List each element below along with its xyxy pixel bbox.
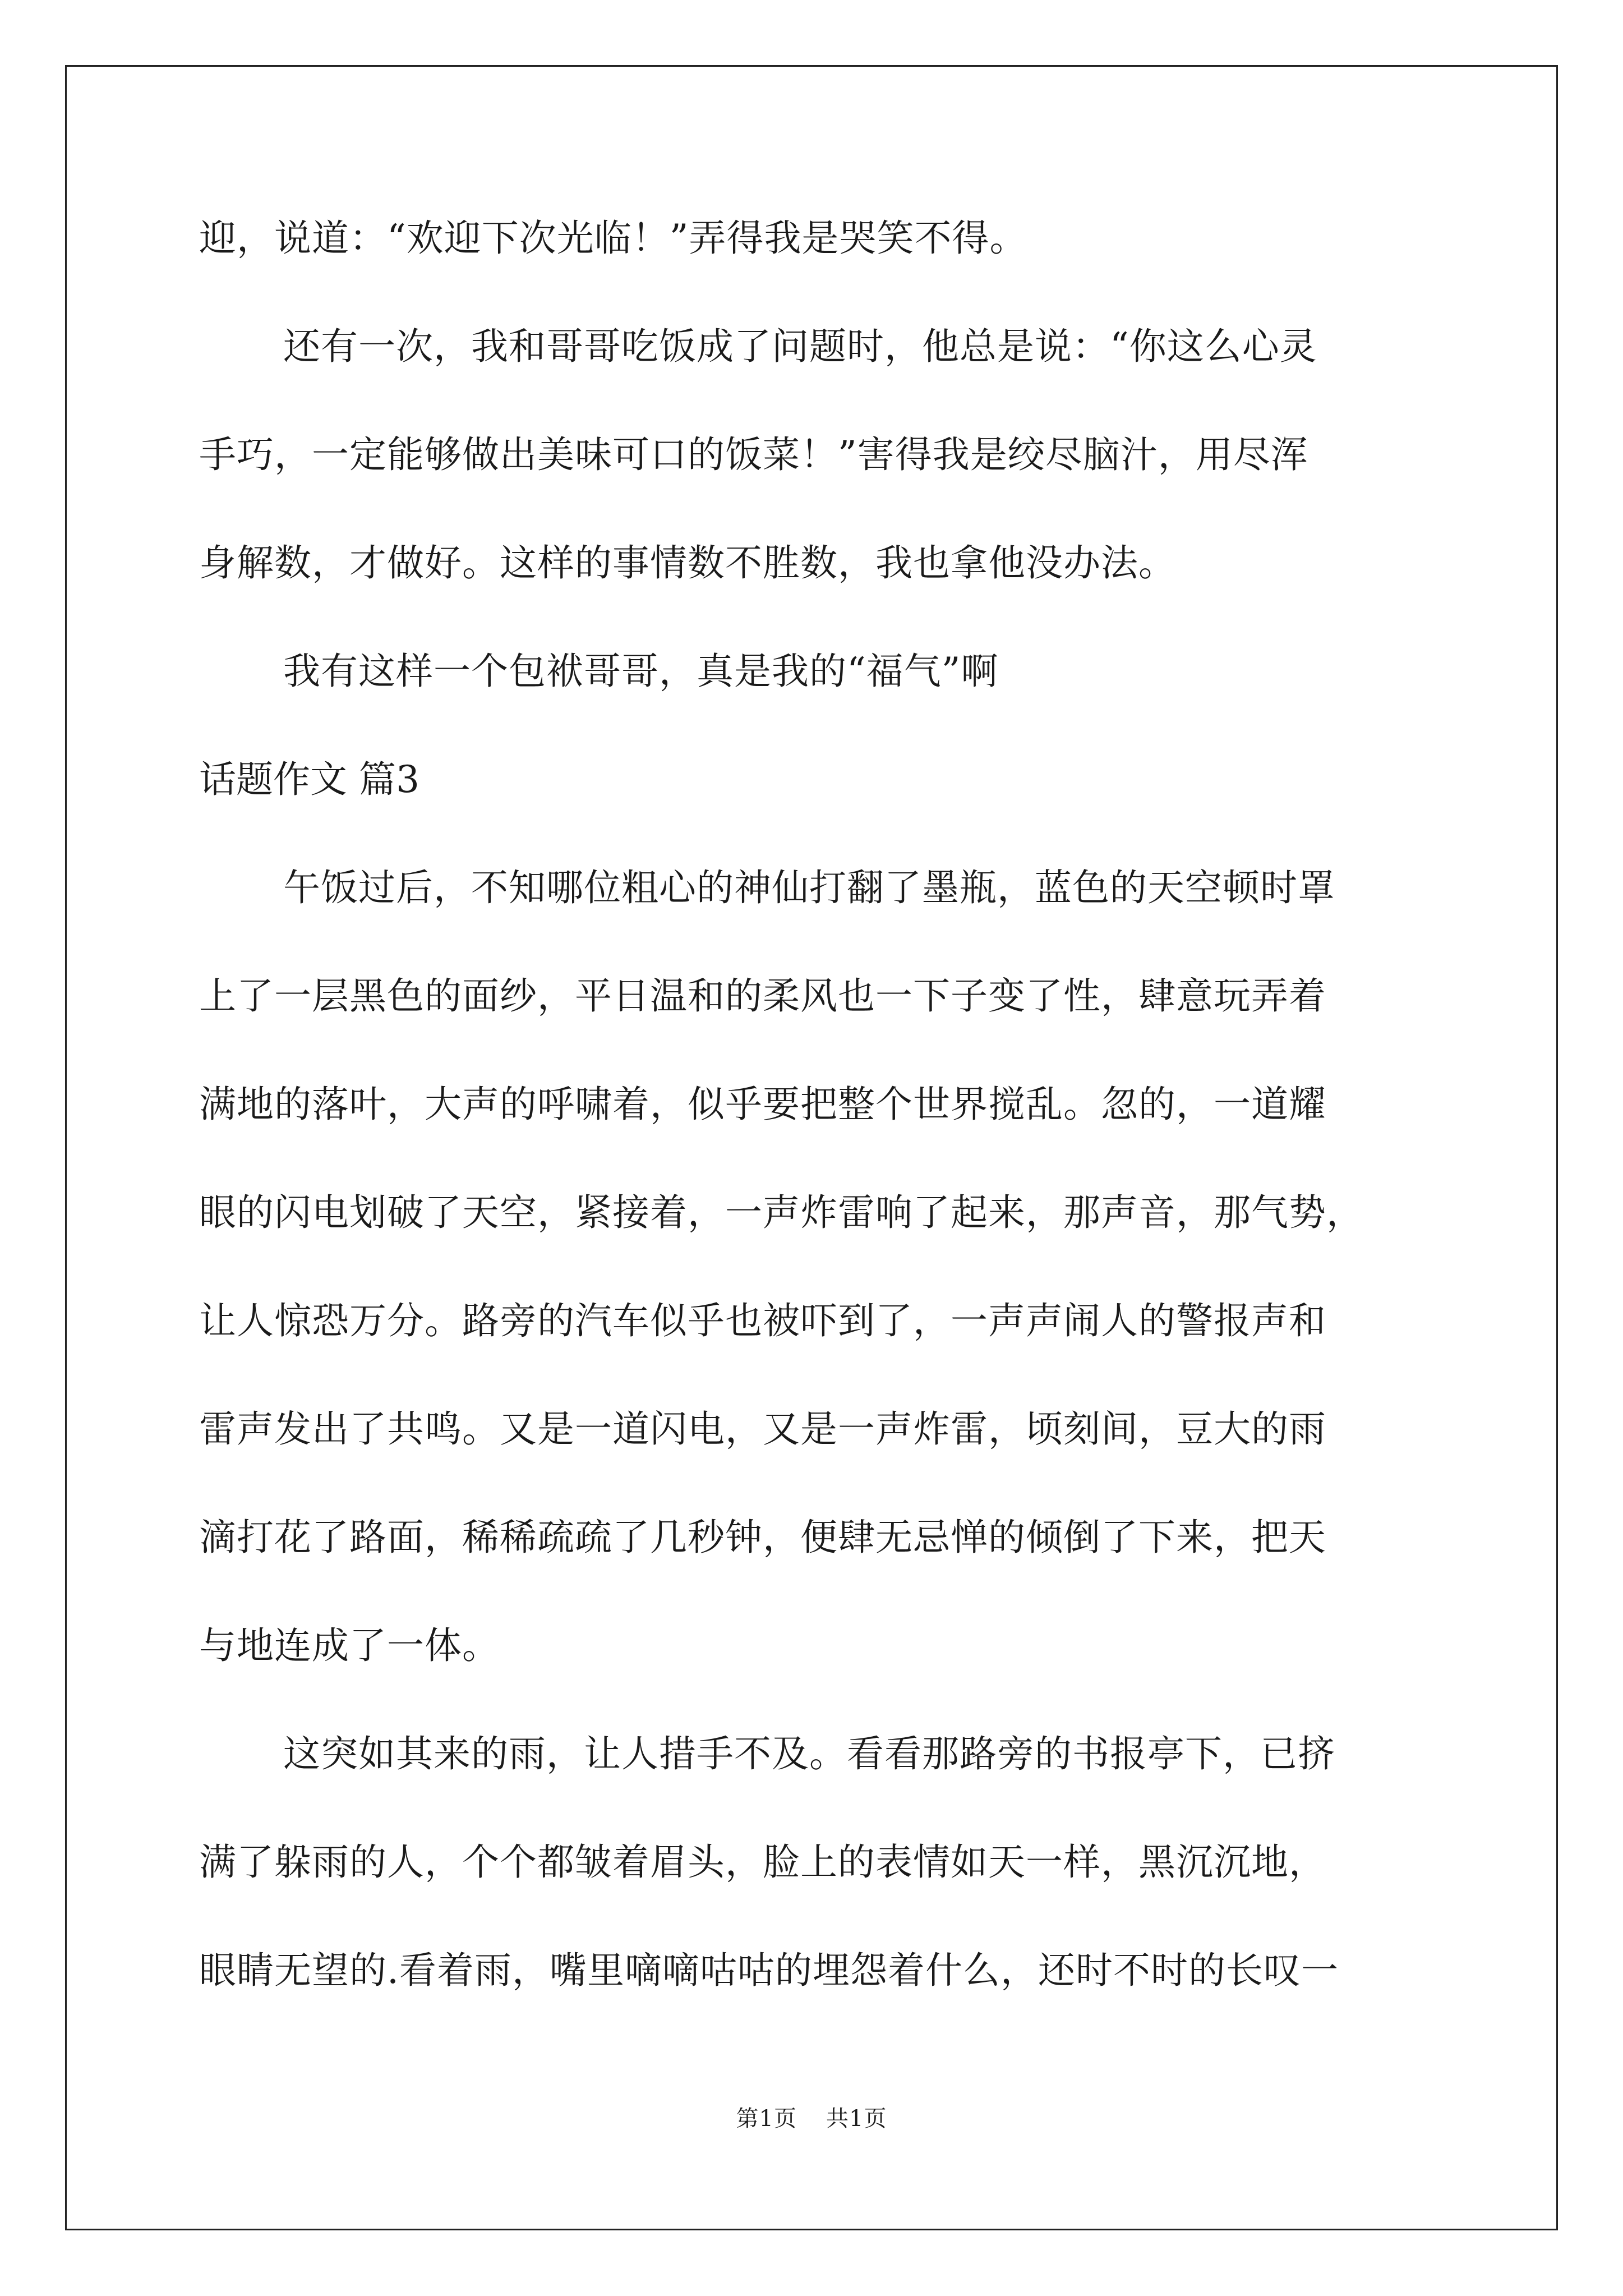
- paragraph-line: 眼睛无望的.看着雨，嘴里嘀嘀咕咕的埋怨着什么，还时不时的长叹一: [199, 1949, 1339, 1992]
- page-number: 第1页: [736, 2106, 797, 2132]
- paragraph-line: 滴打花了路面，稀稀疏疏了几秒钟，便肆无忌惮的倾倒了下来，把天: [199, 1516, 1326, 1559]
- paragraph-line: 手巧，一定能够做出美味可口的饭菜！”害得我是绞尽脑汁，用尽浑: [199, 433, 1308, 476]
- paragraph-line: 身解数，才做好。这样的事情数不胜数，我也拿他没办法。: [199, 541, 1176, 585]
- page-total: 共1页: [826, 2106, 887, 2132]
- paragraph-line: 还有一次，我和哥哥吃饭成了问题时，他总是说：“你这么心灵: [283, 325, 1317, 368]
- paragraph-line: 迎，说道：“欢迎下次光临！”弄得我是哭笑不得。: [199, 217, 1027, 260]
- page-footer: [0, 2101, 1623, 2133]
- paragraph-line: 让人惊恐万分。路旁的汽车似乎也被吓到了，一声声闹人的警报声和: [199, 1299, 1326, 1342]
- paragraph-line: 满了躲雨的人，个个都皱着眉头，脸上的表情如天一样，黑沉沉地，: [199, 1841, 1326, 1884]
- paragraph-line: 与地连成了一体。: [199, 1624, 500, 1667]
- paragraph-line: 雷声发出了共鸣。又是一道闪电，又是一声炸雷，顷刻间，豆大的雨: [199, 1407, 1326, 1451]
- paragraph-line: 上了一层黑色的面纱，平日温和的柔风也一下子变了性，肆意玩弄着: [199, 974, 1326, 1018]
- paragraph-line: 我有这样一个包袱哥哥，真是我的“福气”啊: [283, 650, 999, 693]
- document-body: [199, 213, 1469, 2054]
- paragraph-line: 这突如其来的雨，让人措手不及。看看那路旁的书报亭下，已挤: [283, 1732, 1335, 1775]
- section-heading: 话题作文 篇3: [199, 758, 419, 801]
- paragraph-line: 满地的落叶，大声的呼啸着，似乎要把整个世界搅乱。忽的，一道耀: [199, 1083, 1326, 1126]
- paragraph-line: 眼的闪电划破了天空，紧接着，一声炸雷响了起来，那声音，那气势，: [199, 1191, 1364, 1234]
- paragraph-line: 午饭过后，不知哪位粗心的神仙打翻了墨瓶，蓝色的天空顿时罩: [283, 866, 1335, 909]
